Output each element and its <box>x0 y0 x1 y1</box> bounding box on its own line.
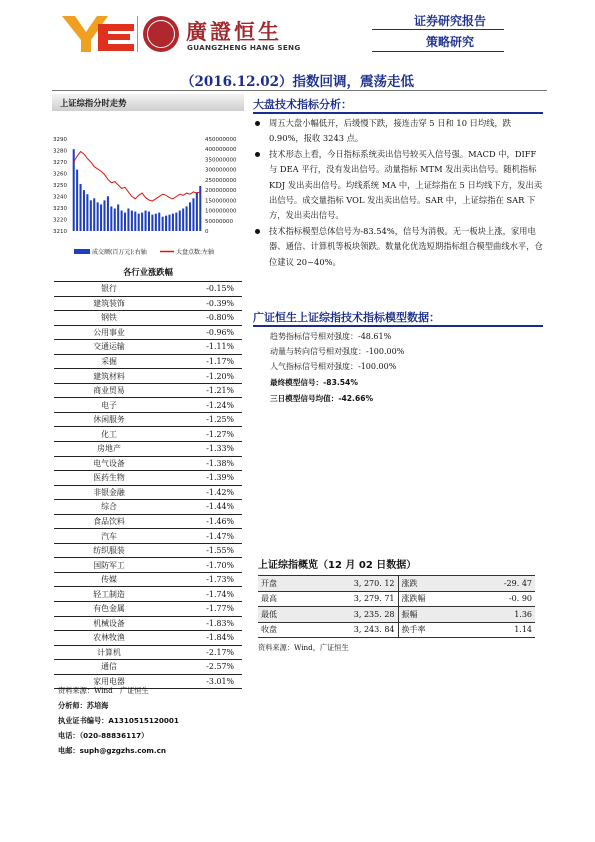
analysis-bullet: 技术形态上看，今日指标系统卖出信号较买入信号强。MACD 中，DIFF 与 DEA 平行，没有发出信号。动量指标 MTM 发出卖出信号。随机指标 KDJ 发出卖出信号。均线系统 MA 中，上证综指在 5 日均线下方，发出卖出信号。成交量指标 VOL 发出卖出信号。SAR 中，上证综指在 SAR 下方，发出卖出信号。 <box>253 147 543 224</box>
volume-bar <box>196 192 198 231</box>
sector-name: 建筑装饰 <box>54 296 164 311</box>
volume-bar <box>117 204 119 231</box>
sector-name: 农林牧渔 <box>54 631 164 646</box>
analyst-email: 电邮：suph@gzgzhs.com.cn <box>58 746 167 755</box>
sector-change: -1.27% <box>164 427 242 442</box>
table-row <box>54 282 242 297</box>
y-right-tick-label: 150000000 <box>205 198 237 205</box>
table-row: 最低 3, 235. 28 振幅 1.36 <box>258 607 535 623</box>
y-right-tick-label: 300000000 <box>205 167 237 174</box>
sector-name: 国防军工 <box>54 558 164 573</box>
sector-name: 汽车 <box>54 529 164 544</box>
volume-bar <box>186 206 188 231</box>
model-momentum: 动量与转向信号相对强度：-100.00% <box>270 347 405 356</box>
table-row <box>54 485 242 500</box>
volume-bar <box>107 196 109 231</box>
analysis-bullet: 技术指标模型总体信号为-83.54%，信号为消极。无一板块上涨，家用电器、通信、计算机等板块领跌。数量化优选短期指标组合模型曲线水平，仓位建议 20~40%。 <box>253 224 543 270</box>
table-row <box>54 631 242 646</box>
sector-change: -1.17% <box>164 354 242 369</box>
y-left-tick-label: 3290 <box>53 137 67 143</box>
analyst-cert: 执业证书编号：A1310515120001 <box>58 716 179 725</box>
sector-name: 纺织服装 <box>54 543 164 558</box>
sector-change: -0.80% <box>164 311 242 326</box>
overview-source: 资料来源：Wind，广证恒生 <box>258 643 349 652</box>
header-rule-2 <box>372 51 504 52</box>
sector-change: -0.15% <box>164 282 242 297</box>
table-row <box>54 529 242 544</box>
sector-name: 计算机 <box>54 645 164 660</box>
table-row: 开盘 3, 270. 12 涨跌 -29. 47 <box>258 576 535 592</box>
sector-name: 房地产 <box>54 442 164 457</box>
y-left-tick-label: 3270 <box>53 160 67 166</box>
analysis-heading-rule <box>253 112 543 114</box>
volume-bar <box>162 217 164 231</box>
report-type: 证券研究报告 <box>413 14 486 28</box>
volume-bar <box>103 200 105 231</box>
sector-change: -2.57% <box>164 660 242 675</box>
brand-name-en: GUANGZHENG HANG SENG <box>187 43 301 52</box>
table-row: 最高 3, 279. 71 涨跌幅 -0. 90 <box>258 591 535 607</box>
y-right-tick-label: 350000000 <box>205 157 237 164</box>
sector-name: 商业贸易 <box>54 383 164 398</box>
sector-name: 交通运输 <box>54 340 164 355</box>
table-row <box>54 412 242 427</box>
model-final: 最终模型信号：-83.54% <box>270 378 358 387</box>
table-row <box>54 587 242 602</box>
sector-change: -0.39% <box>164 296 242 311</box>
sector-change: -1.38% <box>164 456 242 471</box>
volume-bar <box>131 211 133 231</box>
volume-bar <box>86 194 88 231</box>
intraday-heading: 上证综指分时走势 <box>52 94 244 111</box>
overview-heading: 上证综指概览（12 月 02 日数据） <box>258 560 417 571</box>
analysis-bullet: 周五大盘小幅低开，后缓慢下跌，接连击穿 5 日和 10 日均线，跌 0.90%，报收 3243 点。 <box>253 116 543 147</box>
sector-change: -1.20% <box>164 369 242 384</box>
volume-bar <box>141 213 143 231</box>
volume-bar <box>121 211 123 231</box>
y-left-tick-label: 3240 <box>53 194 67 201</box>
header-rule <box>372 29 504 30</box>
table-row <box>54 325 242 340</box>
volume-bar <box>189 202 191 231</box>
index-line <box>74 152 201 202</box>
overview-table <box>258 575 535 638</box>
sector-change: -1.83% <box>164 616 242 631</box>
volume-bar <box>182 209 184 231</box>
sector-change: -3.01% <box>164 674 242 689</box>
volume-bar <box>175 213 177 231</box>
model-three-day: 三日模型信号均值：-42.66% <box>270 394 374 403</box>
report-category: 策略研究 <box>425 35 474 49</box>
table-row <box>54 558 242 573</box>
analyst-phone: 电话：（020-88836117） <box>58 731 149 740</box>
volume-bar <box>76 170 78 231</box>
table-row <box>54 296 242 311</box>
sector-change: -1.25% <box>164 412 242 427</box>
sector-change: -1.73% <box>164 572 242 587</box>
table-row <box>54 354 242 369</box>
table-row <box>54 500 242 515</box>
intraday-chart-svg <box>52 111 244 261</box>
sector-name: 钢铁 <box>54 311 164 326</box>
volume-bar <box>148 212 150 231</box>
y-left-tick-label: 3260 <box>53 171 67 178</box>
volume-bar <box>80 184 82 231</box>
y-left-tick-label: 3280 <box>53 148 67 155</box>
sector-name: 机械设备 <box>54 616 164 631</box>
sector-change: -1.39% <box>164 471 242 486</box>
y-left-tick-label: 3220 <box>53 217 67 224</box>
sector-name: 食品饮料 <box>54 514 164 529</box>
sector-name: 轻工制造 <box>54 587 164 602</box>
y-right-tick-label: 0 <box>205 229 209 235</box>
y-left-tick-label: 3230 <box>53 206 67 212</box>
volume-bar <box>158 213 160 231</box>
sector-change: -1.24% <box>164 398 242 413</box>
volume-bar <box>199 186 201 231</box>
y-right-tick-label: 50000000 <box>205 218 233 225</box>
volume-bar <box>114 209 116 231</box>
table-row <box>54 572 242 587</box>
table-row <box>54 616 242 631</box>
sector-name: 化工 <box>54 427 164 442</box>
y-right-tick-label: 250000000 <box>205 177 237 184</box>
sector-name: 电子 <box>54 398 164 413</box>
sector-change: -1.55% <box>164 543 242 558</box>
table-row <box>54 543 242 558</box>
sector-name: 综合 <box>54 500 164 515</box>
volume-bar <box>93 198 95 231</box>
left-column <box>52 94 244 689</box>
table-row <box>54 340 242 355</box>
sector-name: 传媒 <box>54 572 164 587</box>
y-right-tick-label: 400000000 <box>205 147 237 154</box>
y-right-tick-label: 450000000 <box>205 137 237 143</box>
volume-bar <box>145 211 147 231</box>
table-row: 收盘 3, 243. 84 换手率 1.14 <box>258 622 535 638</box>
volume-bar <box>155 214 157 231</box>
sector-name: 家用电器 <box>54 674 164 689</box>
volume-bar <box>100 204 102 231</box>
report-title: （2016.12.02）指数回调，震荡走低 <box>180 74 415 90</box>
logo-separator <box>137 16 138 52</box>
intraday-chart <box>52 111 244 261</box>
sector-change: -1.44% <box>164 500 242 515</box>
legend-index-label: 大盘点数:左轴 <box>176 249 215 256</box>
sector-change: -1.77% <box>164 602 242 617</box>
volume-bar <box>124 213 126 231</box>
sector-change: -2.17% <box>164 645 242 660</box>
sector-name: 建筑材料 <box>54 369 164 384</box>
y-left-tick-label: 3250 <box>53 183 67 189</box>
sector-table <box>54 281 242 689</box>
sector-change: -1.74% <box>164 587 242 602</box>
sector-source: 资料来源：Wind 广证恒生 <box>58 686 149 695</box>
volume-bar <box>138 214 140 231</box>
table-row <box>54 471 242 486</box>
model-heading: 广证恒生上证综指技术指标模型数据： <box>253 311 440 324</box>
volume-bar <box>83 190 85 231</box>
sector-name: 休闲服务 <box>54 412 164 427</box>
sector-name: 电气设备 <box>54 456 164 471</box>
volume-bar <box>168 215 170 231</box>
y-right-tick-label: 100000000 <box>205 208 237 215</box>
table-row <box>54 311 242 326</box>
sector-change: -1.47% <box>164 529 242 544</box>
volume-bar <box>127 209 129 231</box>
table-row <box>54 442 242 457</box>
volume-bar <box>179 211 181 231</box>
table-row <box>54 645 242 660</box>
table-row <box>54 660 242 675</box>
sector-change: -1.11% <box>164 340 242 355</box>
sector-heading: 各行业涨跌幅 <box>123 267 173 277</box>
sector-change: -1.46% <box>164 514 242 529</box>
y-right-tick-label: 200000000 <box>205 188 237 195</box>
analyst-name: 分析师：苏培海 <box>58 701 109 710</box>
sector-name: 有色金属 <box>54 602 164 617</box>
volume-bar <box>151 215 153 231</box>
analysis-heading: 大盘技术指标分析： <box>253 98 352 111</box>
model-trend: 趋势指标信号相对强度：-48.61% <box>270 332 392 341</box>
table-row <box>54 369 242 384</box>
volume-bar <box>97 202 99 231</box>
table-row <box>54 514 242 529</box>
volume-bar <box>165 216 167 231</box>
sector-change: -1.21% <box>164 383 242 398</box>
seal-logo-icon <box>143 16 179 52</box>
legend-volume-swatch <box>74 249 90 254</box>
volume-bar <box>110 206 112 231</box>
title-rule <box>52 90 547 91</box>
volume-bar <box>90 200 92 231</box>
sector-name: 采掘 <box>54 354 164 369</box>
sector-name: 银行 <box>54 282 164 297</box>
sector-change: -1.84% <box>164 631 242 646</box>
y-left-tick-label: 3210 <box>53 229 67 235</box>
sector-change: -1.33% <box>164 442 242 457</box>
model-heading-rule <box>253 325 543 327</box>
model-sentiment: 人气指标信号相对强度：-100.00% <box>270 362 397 371</box>
sector-name: 公用事业 <box>54 325 164 340</box>
table-row <box>54 456 242 471</box>
volume-bar <box>134 212 136 231</box>
volume-bar <box>192 198 194 231</box>
sector-name: 非银金融 <box>54 485 164 500</box>
volume-bar <box>172 214 174 231</box>
brand-name: 廣證恒生 <box>186 20 282 44</box>
sector-change: -1.70% <box>164 558 242 573</box>
sector-name: 通信 <box>54 660 164 675</box>
sector-change: -0.96% <box>164 325 242 340</box>
table-row <box>54 602 242 617</box>
analysis-bullets <box>253 116 543 270</box>
table-row <box>54 398 242 413</box>
table-row <box>54 427 242 442</box>
sector-name: 医药生物 <box>54 471 164 486</box>
sector-change: -1.42% <box>164 485 242 500</box>
ye-logo-icon <box>62 14 134 54</box>
table-row <box>54 383 242 398</box>
legend-volume-label: 成交额(百万元):右轴 <box>92 249 147 256</box>
